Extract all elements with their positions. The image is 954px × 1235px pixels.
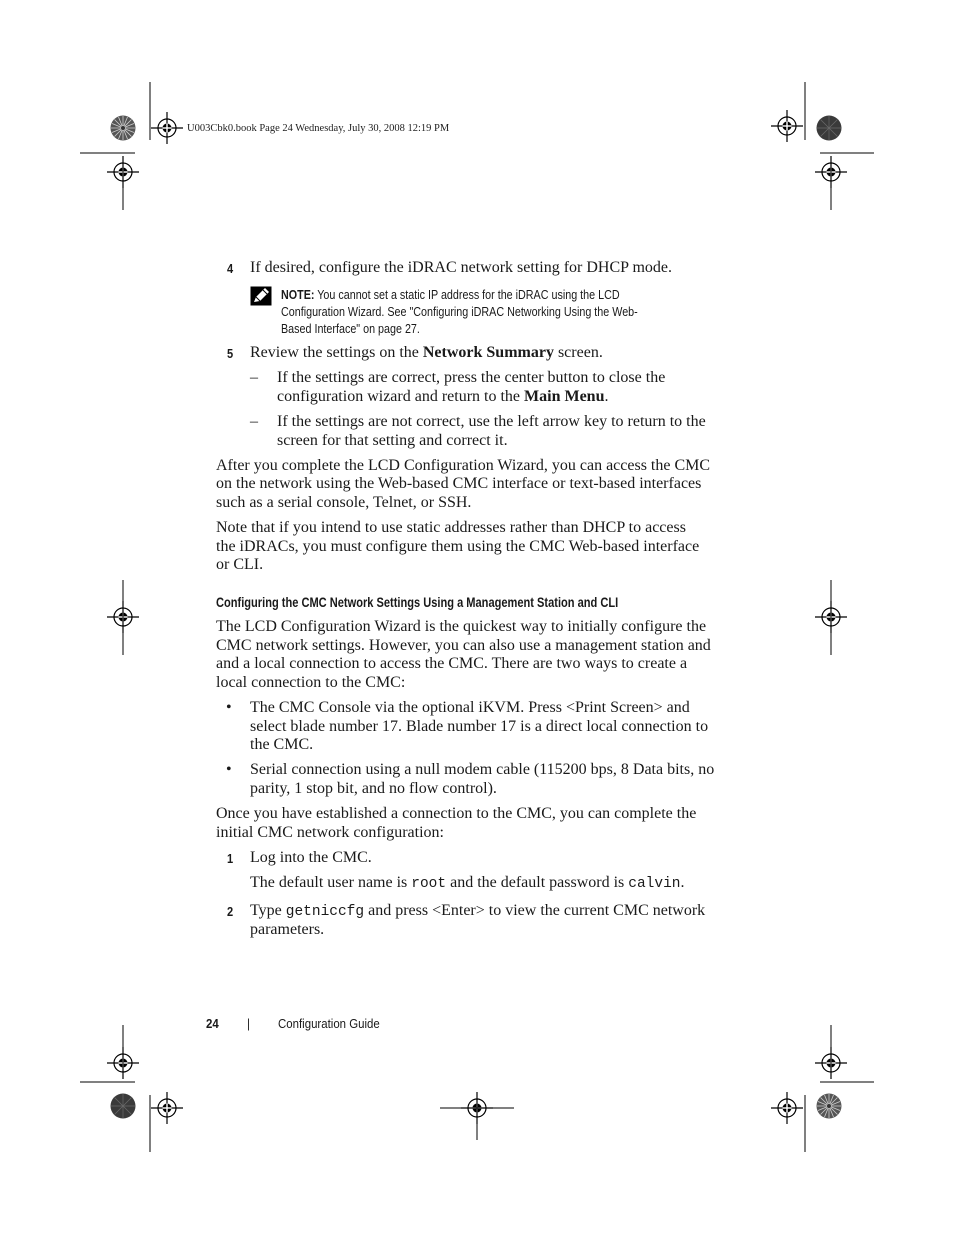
registration-crosshair-icon — [151, 1092, 183, 1124]
note-line: Configuration Wizard. See "Configuring iDRAC Networking Using the Web- — [281, 305, 638, 319]
note-label: NOTE: — [281, 288, 315, 302]
username-code: root — [411, 876, 447, 892]
step-text: Log into the CMC. — [250, 849, 372, 866]
registration-starburst-icon — [817, 1094, 842, 1119]
password-code: calvin — [628, 876, 681, 892]
bullet-text: parity, 1 stop bit, and no flow control). — [250, 780, 497, 797]
paragraph-line: initial CMC network configuration: — [216, 824, 444, 841]
step-text: parameters. — [250, 921, 325, 938]
registration-crosshair-icon — [771, 1092, 803, 1124]
registration-starburst-icon — [111, 116, 136, 141]
step-number: 2 — [227, 904, 234, 919]
paragraph-line: the iDRACs, you must configure them using the CMC Web-based interface — [216, 538, 700, 555]
sub-item-text: If the settings are correct, press the center button to close the — [277, 369, 666, 386]
paragraph-line: on the network using the Web-based CMC interface or text-based interfaces — [216, 475, 702, 492]
note-line — [281, 287, 620, 305]
credentials-text: The default user name is root and the default password is calvin. — [250, 874, 685, 892]
registration-crosshair-icon — [771, 110, 803, 142]
step-text: Type getniccfg and press <Enter> to view the current CMC network — [250, 902, 706, 920]
registration-crosshair-icon — [151, 112, 183, 144]
registration-starburst-icon — [111, 1094, 136, 1119]
dash-marker: – — [250, 369, 258, 386]
bullet-text: the CMC. — [250, 736, 314, 753]
paragraph-line: The LCD Configuration Wizard is the quickest way to initially configure the — [216, 618, 707, 635]
footer-separator: | — [247, 1016, 250, 1031]
command-code: getniccfg — [285, 904, 365, 920]
note-pencil-icon — [250, 286, 272, 306]
paragraph-line: CMC network settings. However, you can also use a management station and — [216, 637, 711, 654]
paragraph-line: such as a serial console, Telnet, or SSH. — [216, 494, 472, 511]
step-number: 1 — [227, 851, 234, 866]
bullet-text: select blade number 17. Blade number 17 is a direct local connection to — [250, 718, 709, 735]
footer-title: Configuration Guide — [278, 1016, 380, 1031]
note-text: You cannot set a static IP address for the iDRAC using the LCD — [317, 288, 620, 302]
bullet-text: Serial connection using a null modem cable (115200 bps, 8 Data bits, no — [250, 761, 715, 778]
registration-starburst-icon — [817, 116, 842, 141]
paragraph-line: or CLI. — [216, 556, 264, 573]
bullet-text: The CMC Console via the optional iKVM. Press <Print Screen> and — [250, 699, 690, 716]
dash-marker: – — [250, 413, 258, 430]
paragraph-line: After you complete the LCD Configuration Wizard, you can access the CMC — [216, 457, 711, 474]
step-number: 4 — [227, 261, 234, 276]
paragraph-line: Once you have established a connection to the CMC, you can complete the — [216, 805, 697, 822]
note-line: Based Interface" on page 27. — [281, 322, 420, 336]
step-text: Review the settings on the Network Summary screen. — [250, 344, 603, 361]
paragraph-line: Note that if you intend to use static addresses rather than DHCP to access — [216, 519, 686, 536]
sub-item-text: configuration wizard and return to the Main Menu. — [277, 388, 609, 405]
step-number: 5 — [227, 346, 234, 361]
paragraph-line: local connection to the CMC: — [216, 674, 406, 691]
sub-item-text: screen for that setting and correct it. — [277, 432, 508, 449]
sub-item-text: If the settings are not correct, use the left arrow key to return to the — [277, 413, 706, 430]
step-text: If desired, configure the iDRAC network setting for DHCP mode. — [250, 259, 672, 276]
bullet-marker: • — [226, 699, 232, 716]
print-header-info: U003Cbk0.book Page 24 Wednesday, July 30, 2008 12:19 PM — [187, 123, 450, 134]
page-number: 24 — [206, 1016, 219, 1031]
section-heading: Configuring the CMC Network Settings Using a Management Station and CLI — [216, 595, 619, 610]
bullet-marker: • — [226, 761, 232, 778]
paragraph-line: and a local connection to access the CMC. There are two ways to create a — [216, 655, 688, 672]
